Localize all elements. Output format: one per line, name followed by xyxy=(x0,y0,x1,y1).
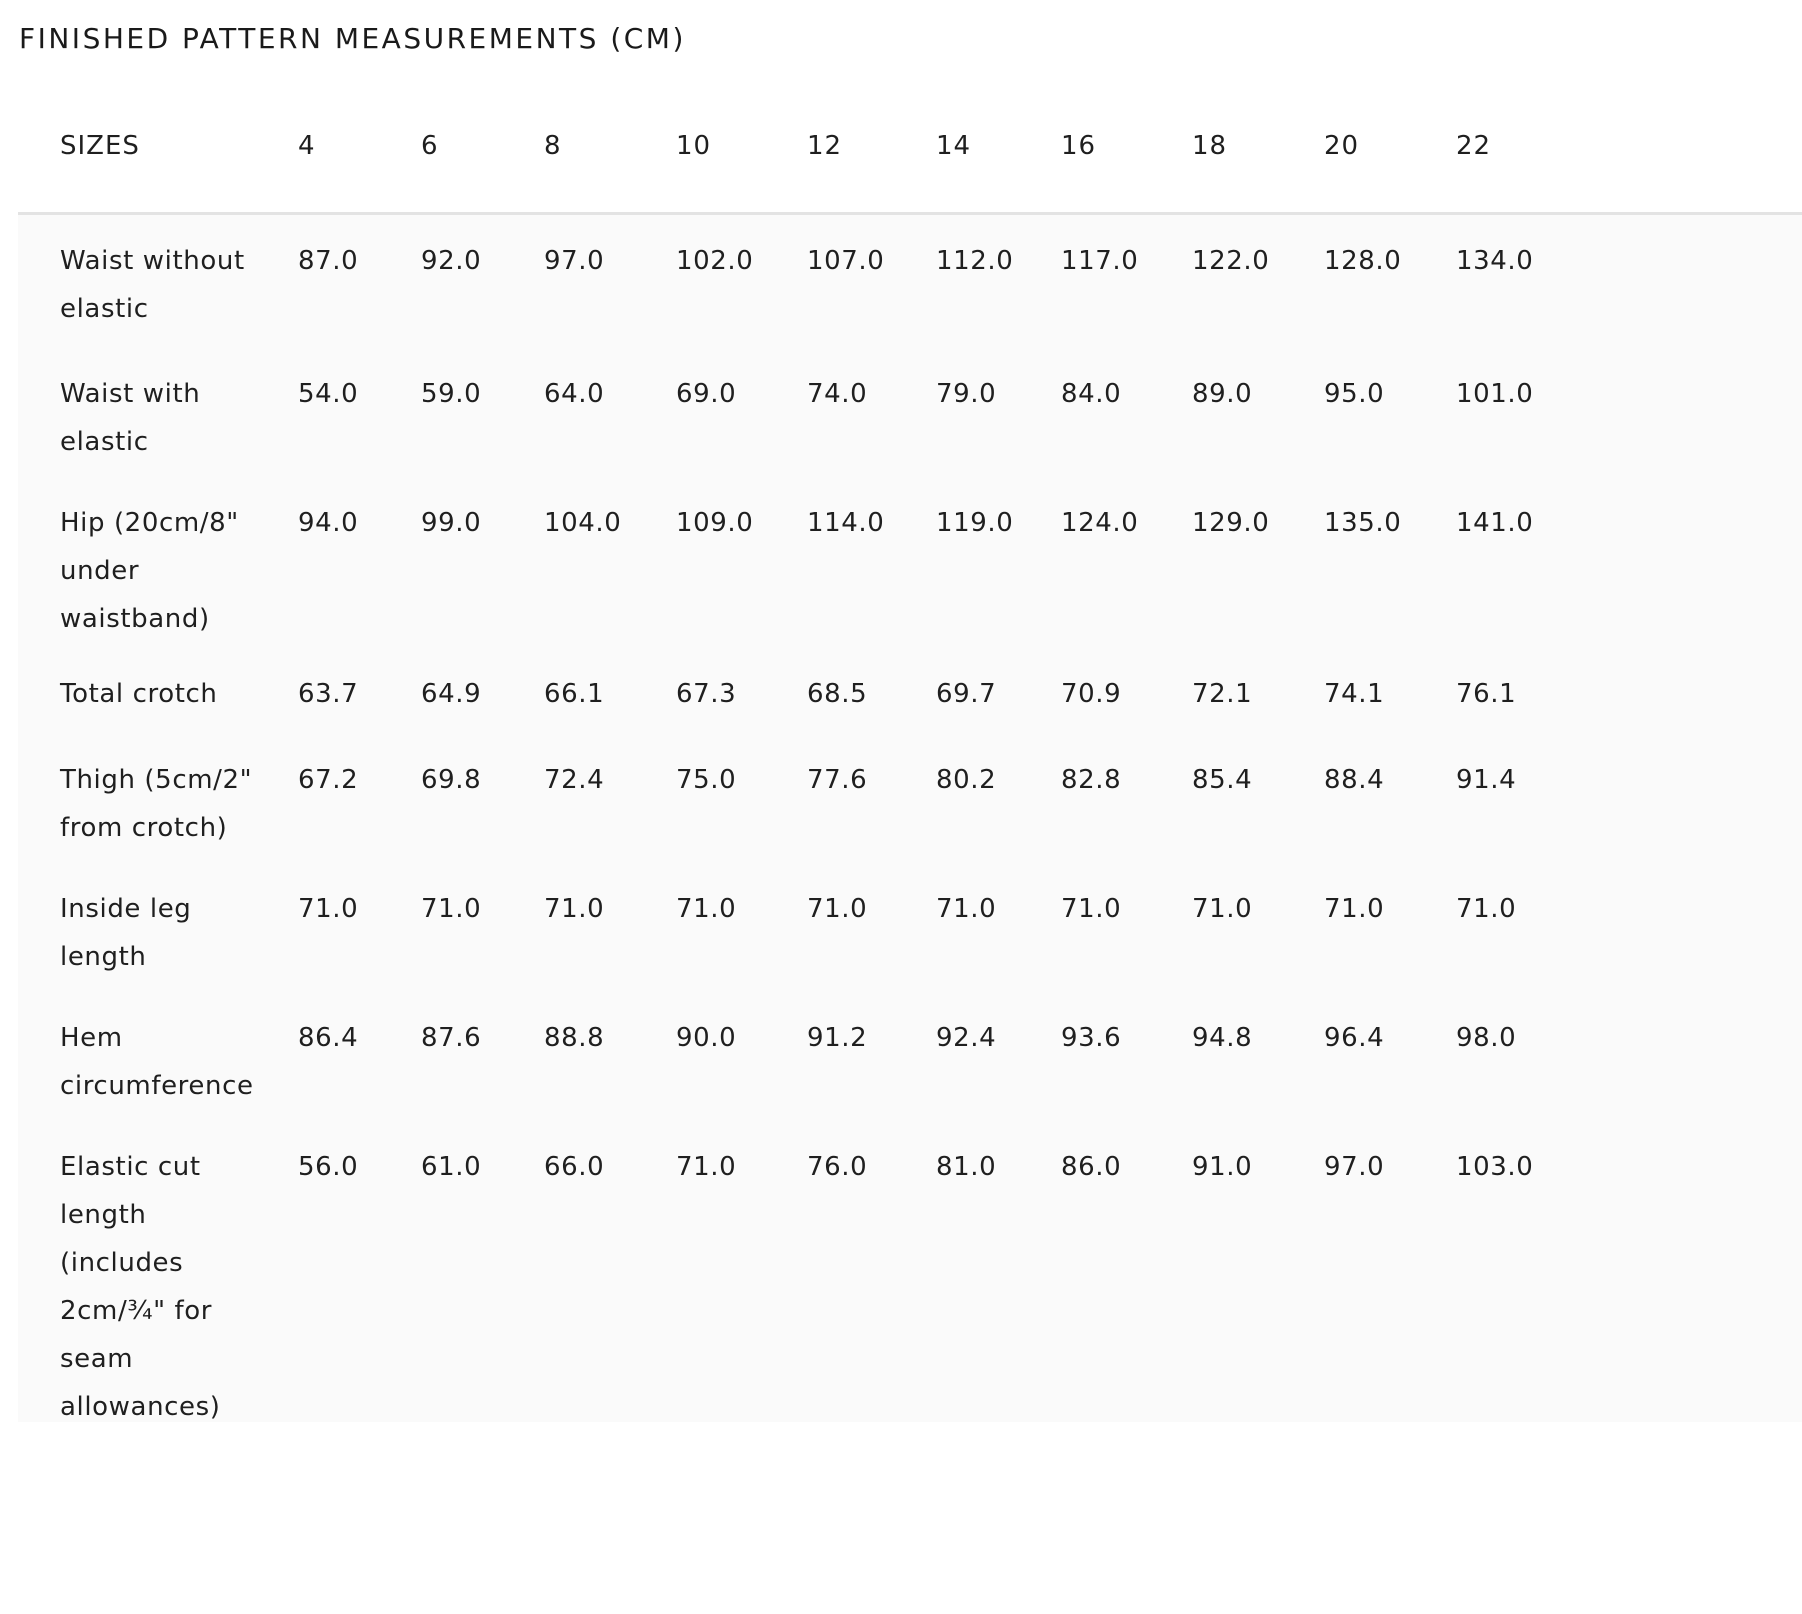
sizes-header: SIZES xyxy=(60,131,140,161)
row-label-line: waistband) xyxy=(60,604,210,634)
row-label-line: circumference xyxy=(60,1071,254,1101)
table-cell: 129.0 xyxy=(1192,508,1270,538)
table-cell: 89.0 xyxy=(1192,379,1253,409)
table-cell: 71.0 xyxy=(544,894,605,924)
table-cell: 92.4 xyxy=(936,1023,997,1053)
table-cell: 88.8 xyxy=(544,1023,605,1053)
row-label-line: (includes xyxy=(60,1248,184,1278)
table-cell: 91.2 xyxy=(807,1023,868,1053)
row-label-line: Total crotch xyxy=(60,679,218,709)
row-label xyxy=(60,885,310,981)
row-label-line: Elastic cut xyxy=(60,1152,201,1182)
table-cell: 76.0 xyxy=(807,1152,868,1182)
table-cell: 102.0 xyxy=(676,246,754,276)
table-cell: 66.0 xyxy=(544,1152,605,1182)
table-cell: 71.0 xyxy=(807,894,868,924)
table-cell: 79.0 xyxy=(936,379,997,409)
size-header-22: 22 xyxy=(1456,131,1492,161)
row-label-line: under xyxy=(60,556,140,586)
size-header-16: 16 xyxy=(1061,131,1097,161)
row-label-line: Inside leg xyxy=(60,894,192,924)
table-row xyxy=(18,863,1802,992)
table-cell: 64.9 xyxy=(421,679,482,709)
table-cell: 135.0 xyxy=(1324,508,1402,538)
table-cell: 68.5 xyxy=(807,679,868,709)
size-header-4: 4 xyxy=(298,131,316,161)
table-row xyxy=(18,348,1802,477)
table-cell: 94.8 xyxy=(1192,1023,1253,1053)
row-label xyxy=(60,237,310,333)
table-cell: 94.0 xyxy=(298,508,359,538)
page-title: FINISHED PATTERN MEASUREMENTS (CM) xyxy=(19,22,686,55)
measurements-table xyxy=(18,80,1802,1422)
table-cell: 75.0 xyxy=(676,765,737,795)
table-cell: 90.0 xyxy=(676,1023,737,1053)
row-label xyxy=(60,499,310,643)
table-cell: 114.0 xyxy=(807,508,885,538)
table-cell: 91.0 xyxy=(1192,1152,1253,1182)
table-row xyxy=(18,477,1802,648)
table-cell: 72.4 xyxy=(544,765,605,795)
size-header-12: 12 xyxy=(807,131,843,161)
table-cell: 69.8 xyxy=(421,765,482,795)
table-cell: 61.0 xyxy=(421,1152,482,1182)
row-label-line: 2cm/¾" for xyxy=(60,1296,213,1326)
table-cell: 70.9 xyxy=(1061,679,1122,709)
table-cell: 95.0 xyxy=(1324,379,1385,409)
table-cell: 103.0 xyxy=(1456,1152,1534,1182)
size-header-10: 10 xyxy=(676,131,712,161)
row-label xyxy=(60,370,310,466)
table-cell: 119.0 xyxy=(936,508,1014,538)
table-cell: 71.0 xyxy=(421,894,482,924)
table-cell: 109.0 xyxy=(676,508,754,538)
row-label-line: allowances) xyxy=(60,1392,221,1422)
table-cell: 101.0 xyxy=(1456,379,1534,409)
table-cell: 81.0 xyxy=(936,1152,997,1182)
row-label-line: Waist with xyxy=(60,379,201,409)
table-cell: 67.3 xyxy=(676,679,737,709)
table-cell: 117.0 xyxy=(1061,246,1139,276)
table-cell: 71.0 xyxy=(676,1152,737,1182)
table-cell: 85.4 xyxy=(1192,765,1253,795)
table-cell: 107.0 xyxy=(807,246,885,276)
table-cell: 74.1 xyxy=(1324,679,1385,709)
table-cell: 86.4 xyxy=(298,1023,359,1053)
row-label xyxy=(60,1143,310,1431)
table-cell: 71.0 xyxy=(676,894,737,924)
row-label-line: Thigh (5cm/2" xyxy=(60,765,253,795)
table-cell: 141.0 xyxy=(1456,508,1534,538)
table-cell: 87.6 xyxy=(421,1023,482,1053)
table-cell: 72.1 xyxy=(1192,679,1253,709)
table-cell: 66.1 xyxy=(544,679,605,709)
size-header-6: 6 xyxy=(421,131,439,161)
table-cell: 54.0 xyxy=(298,379,359,409)
row-label-line: length xyxy=(60,1200,147,1230)
table-cell: 64.0 xyxy=(544,379,605,409)
table-cell: 71.0 xyxy=(1192,894,1253,924)
table-header-row xyxy=(18,80,1802,215)
row-label-line: length xyxy=(60,942,147,972)
table-cell: 99.0 xyxy=(421,508,482,538)
row-label-line: Waist without xyxy=(60,246,245,276)
table-row xyxy=(18,734,1802,863)
table-cell: 122.0 xyxy=(1192,246,1270,276)
table-cell: 92.0 xyxy=(421,246,482,276)
table-cell: 71.0 xyxy=(298,894,359,924)
table-cell: 71.0 xyxy=(1456,894,1517,924)
table-cell: 91.4 xyxy=(1456,765,1517,795)
size-header-18: 18 xyxy=(1192,131,1228,161)
row-label xyxy=(60,756,310,852)
table-cell: 76.1 xyxy=(1456,679,1517,709)
table-cell: 67.2 xyxy=(298,765,359,795)
row-label-line: Hip (20cm/8" xyxy=(60,508,239,538)
table-cell: 134.0 xyxy=(1456,246,1534,276)
size-header-14: 14 xyxy=(936,131,972,161)
table-cell: 104.0 xyxy=(544,508,622,538)
table-cell: 96.4 xyxy=(1324,1023,1385,1053)
table-cell: 124.0 xyxy=(1061,508,1139,538)
table-cell: 71.0 xyxy=(1324,894,1385,924)
table-cell: 128.0 xyxy=(1324,246,1402,276)
row-label-line: from crotch) xyxy=(60,813,228,843)
row-label xyxy=(60,1014,310,1110)
table-cell: 84.0 xyxy=(1061,379,1122,409)
table-cell: 97.0 xyxy=(544,246,605,276)
row-label-line: Hem xyxy=(60,1023,123,1053)
table-cell: 56.0 xyxy=(298,1152,359,1182)
table-row xyxy=(18,1121,1802,1422)
table-cell: 97.0 xyxy=(1324,1152,1385,1182)
table-cell: 63.7 xyxy=(298,679,359,709)
table-cell: 86.0 xyxy=(1061,1152,1122,1182)
size-header-8: 8 xyxy=(544,131,562,161)
table-cell: 98.0 xyxy=(1456,1023,1517,1053)
table-cell: 59.0 xyxy=(421,379,482,409)
row-label-line: seam xyxy=(60,1344,134,1374)
size-header-20: 20 xyxy=(1324,131,1360,161)
row-label-line: elastic xyxy=(60,427,149,457)
row-label-line: elastic xyxy=(60,294,149,324)
table-cell: 82.8 xyxy=(1061,765,1122,795)
row-label xyxy=(60,670,310,718)
table-cell: 88.4 xyxy=(1324,765,1385,795)
table-cell: 80.2 xyxy=(936,765,997,795)
table-cell: 74.0 xyxy=(807,379,868,409)
table-cell: 69.0 xyxy=(676,379,737,409)
table-cell: 77.6 xyxy=(807,765,868,795)
table-cell: 87.0 xyxy=(298,246,359,276)
table-row xyxy=(18,648,1802,734)
table-cell: 93.6 xyxy=(1061,1023,1122,1053)
table-cell: 69.7 xyxy=(936,679,997,709)
table-cell: 112.0 xyxy=(936,246,1014,276)
table-row xyxy=(18,215,1802,348)
table-cell: 71.0 xyxy=(936,894,997,924)
table-row xyxy=(18,992,1802,1121)
table-cell: 71.0 xyxy=(1061,894,1122,924)
